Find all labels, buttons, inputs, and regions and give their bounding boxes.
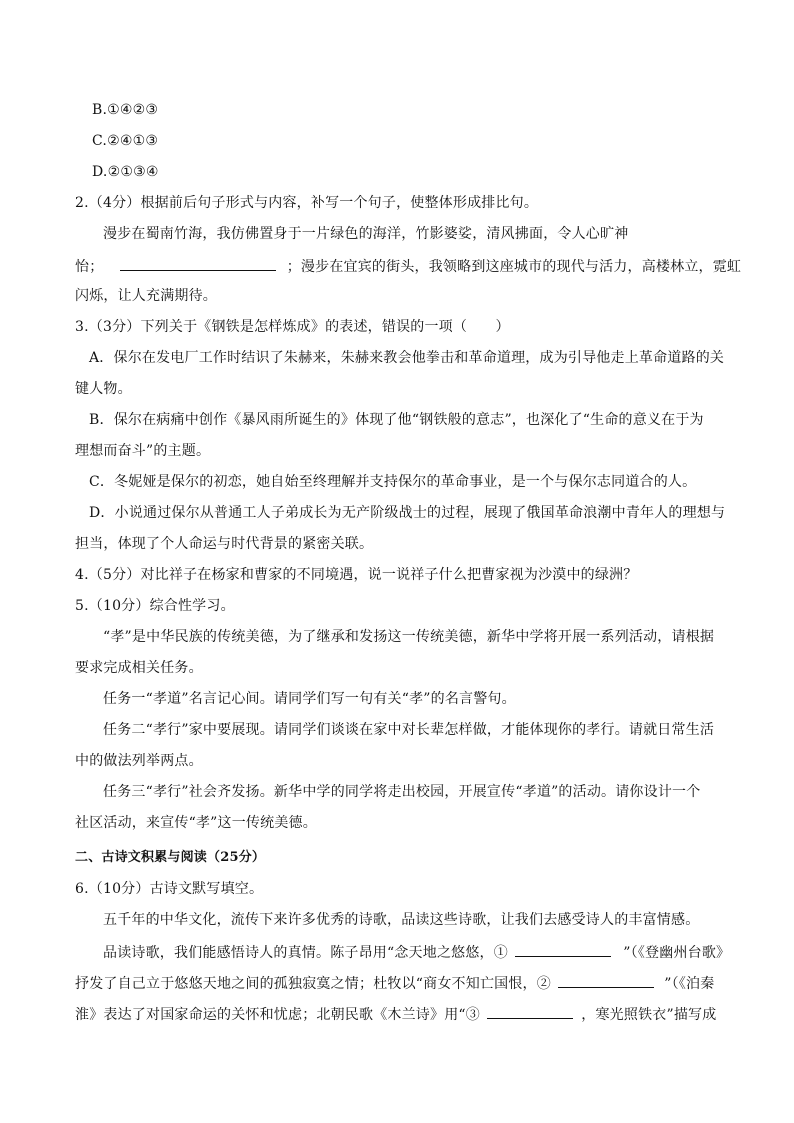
answer-blank[interactable] xyxy=(487,1003,573,1019)
choice-b-cont: 理想而奋斗”的主题。 xyxy=(75,443,211,459)
choice-d-cont: 担当，体现了个人命运与时代背景的紧密关联。 xyxy=(75,536,374,552)
choice-d: D．小说通过保尔从普通工人子弟成长为无产阶级战士的过程，展现了俄国革命浪潮中青年人的理想与 xyxy=(89,505,726,521)
task-2-cont: 中的做法列举两点。 xyxy=(75,753,203,769)
task-2: 任务二“孝行”家中要展现。请同学们谈谈在家中对长辈怎样做，才能体现你的孝行。请就日常生活 xyxy=(103,722,715,738)
text-segment: 怡； xyxy=(75,259,104,275)
question-5: 5.（10分）综合性学习。 xyxy=(75,598,235,614)
text-segment: 抒发了自己立于悠悠天地之间的孤独寂寞之情；杜牧以“商女不知亡国恨，② xyxy=(75,976,551,992)
question-2-text: 闪烁，让人充满期待。 xyxy=(75,288,217,304)
text-segment: ”（《泊秦 xyxy=(664,976,715,992)
answer-blank[interactable] xyxy=(515,941,611,957)
question-4: 4.（5分）对比祥子在杨家和曹家的不同境遇，说一说祥子什么把曹家视为沙漠中的绿洲？ xyxy=(75,567,638,583)
choice-a: A．保尔在发电厂工作时结识了朱赫来，朱赫来教会他拳击和革命道理，成为引导他走上革命道路的关 xyxy=(89,350,725,366)
text-segment: 品读诗歌，我们能感悟诗人的真情。陈子昂用“念天地之悠悠，① xyxy=(103,945,508,961)
option-d: D.②①③④ xyxy=(92,164,159,180)
text-segment: ”（《登幽州台歌》 xyxy=(623,945,731,961)
question-6-text-line xyxy=(75,1003,794,1025)
choice-a-cont: 键人物。 xyxy=(75,381,132,397)
choice-c: C．冬妮娅是保尔的初恋，她自始至终理解并支持保尔的革命事业，是一个与保尔志同道合的人。 xyxy=(89,474,697,490)
question-2: 2.（4分）根据前后句子形式与内容，补写一个句子，使整体形成排比句。 xyxy=(75,195,539,211)
question-5-text: 要求完成相关任务。 xyxy=(75,660,203,676)
text-segment: 淮》表达了对国家命运的关怀和忧虑；北朝民歌《木兰诗》用“③ xyxy=(75,1007,480,1023)
question-2-text-line xyxy=(75,255,794,277)
question-3: 3.（3分）下列关于《钢铁是怎样炼成》的表述，错误的一项（ ） xyxy=(75,319,510,335)
question-6-text-line xyxy=(75,972,794,994)
task-1: 任务一“孝道”名言记心间。请同学们写一句有关“孝”的名言警句。 xyxy=(103,691,516,707)
text-segment: ；漫步在宜宾的街头，我领略到这座城市的现代与活力，高楼林立，霓虹 xyxy=(286,259,742,275)
option-b: B.①④②③ xyxy=(92,102,159,118)
text-segment: ，寒光照铁衣”描写成 xyxy=(581,1007,717,1023)
question-2-text: 漫步在蜀南竹海，我仿佛置身于一片绿色的海洋，竹影婆娑，清风拂面，令人心旷神 xyxy=(103,226,629,242)
question-6: 6.（10分）古诗文默写填空。 xyxy=(75,881,264,897)
answer-blank[interactable] xyxy=(558,972,654,988)
task-3-cont: 社区活动，来宣传“孝”这一传统美德。 xyxy=(75,815,317,831)
question-5-text: “孝”是中华民族的传统美德，为了继承和发扬这一传统美德，新华中学将开展一系列活动，请根据 xyxy=(103,629,715,645)
section-heading: 二、古诗文积累与阅读（25分） xyxy=(75,850,266,865)
question-6-text: 五千年的中华文化，流传下来许多优秀的诗歌，品读这些诗歌，让我们去感受诗人的丰富情感。 xyxy=(103,912,700,928)
question-6-text-line xyxy=(103,941,794,963)
task-3: 任务三“孝行”社会齐发扬。新华中学的同学将走出校园，开展宣传“孝道”的活动。请你设计一个 xyxy=(103,784,701,800)
option-c: C.②④①③ xyxy=(92,133,159,149)
answer-blank[interactable] xyxy=(120,255,276,271)
choice-b: B．保尔在病痛中创作《暴风雨所诞生的》体现了他“钢铁般的意志”，也深化了“生命的意义在于为 xyxy=(89,412,704,428)
